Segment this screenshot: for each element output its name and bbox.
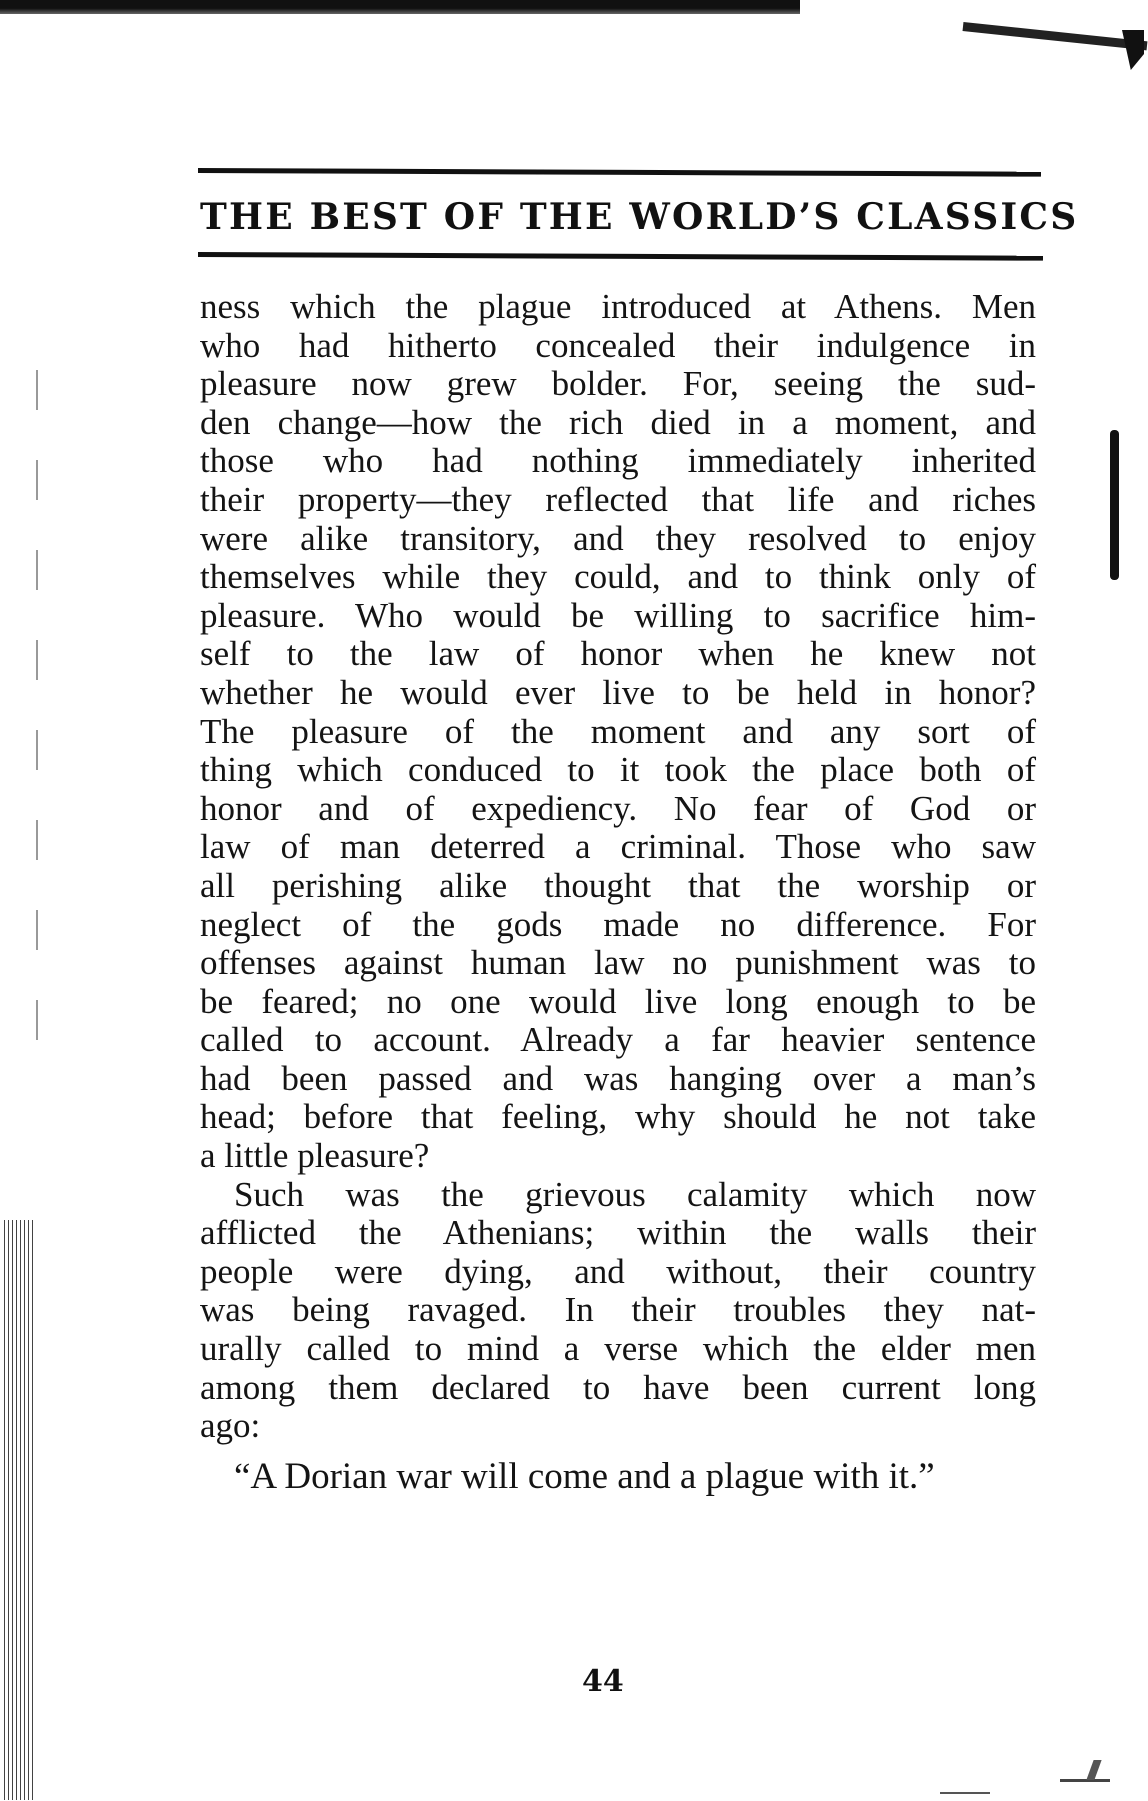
text-line: those who had nothing immediately inherited <box>200 441 1036 481</box>
text-line: had been passed and was hanging over a man’s <box>200 1058 1036 1098</box>
text-line: Such was the grievous calamity which now <box>234 1174 1036 1214</box>
text-line: afflicted the Athenians; within the walls their <box>200 1213 1036 1253</box>
text-line: be feared; no one would live long enough to be <box>200 981 1036 1021</box>
scan-mark-right <box>1110 430 1119 580</box>
scan-edge-corner <box>1122 30 1144 70</box>
text-line: honor and of expediency. No fear of God or <box>200 788 1036 828</box>
text-line: thing which conduced to it took the place both of <box>200 750 1036 790</box>
page-number: 44 <box>582 1664 624 1699</box>
paragraph <box>200 1176 1036 1446</box>
text-line: people were dying, and without, their country <box>200 1251 1036 1291</box>
scan-binding-edge <box>4 1220 34 1800</box>
text-line: called to account. Already a far heavier sentence <box>200 1020 1036 1060</box>
text-line: law of man deterred a criminal. Those who saw <box>200 827 1036 867</box>
text-line: were alike transitory, and they resolved to enjoy <box>200 518 1036 558</box>
quoted-verse: “A Dorian war will come and a plague with it.” <box>234 1455 935 1497</box>
body-text <box>200 288 1036 1502</box>
scan-mark-bottom-right <box>1060 1760 1120 1790</box>
text-line: neglect of the gods made no difference. For <box>200 904 1036 944</box>
text-line: was being ravaged. In their troubles they nat- <box>200 1290 1036 1330</box>
text-line: offenses against human law no punishment was to <box>200 943 1036 983</box>
text-line: a little pleasure? <box>200 1136 430 1176</box>
scan-mark-left <box>36 370 38 1070</box>
text-line: whether he would ever live to be held in honor? <box>200 672 1036 712</box>
text-line: who had hitherto concealed their indulgence in <box>200 325 1036 365</box>
text-line: themselves while they could, and to think only of <box>200 557 1036 597</box>
text-line: self to the law of honor when he knew not <box>200 634 1036 674</box>
scan-edge-top <box>0 0 800 14</box>
text-line: pleasure. Who would be willing to sacrifice him- <box>200 595 1036 635</box>
text-line: head; before that feeling, why should he not take <box>200 1097 1036 1137</box>
text-line: ago: <box>200 1406 261 1446</box>
text-line: urally called to mind a verse which the elder men <box>200 1329 1036 1369</box>
header-rule-bottom <box>198 252 1043 261</box>
text-line: their property—they reflected that life and riches <box>200 479 1036 519</box>
text-line: among them declared to have been current long <box>200 1367 1036 1407</box>
text-line: ness which the plague introduced at Athens. Men <box>200 287 1036 326</box>
scan-mark-bottom <box>940 1792 990 1794</box>
text-line: pleasure now grew bolder. For, seeing the sud- <box>200 364 1036 404</box>
text-line: The pleasure of the moment and any sort of <box>200 711 1036 751</box>
paragraph <box>200 288 1036 1176</box>
scan-edge-top-right <box>963 22 1148 50</box>
text-line: den change—how the rich died in a moment, and <box>200 402 1036 442</box>
text-line: all perishing alike thought that the worship or <box>200 865 1036 905</box>
header-rule-top <box>198 168 1041 177</box>
running-head: THE BEST OF THE WORLD’S CLASSICS <box>200 196 1079 238</box>
